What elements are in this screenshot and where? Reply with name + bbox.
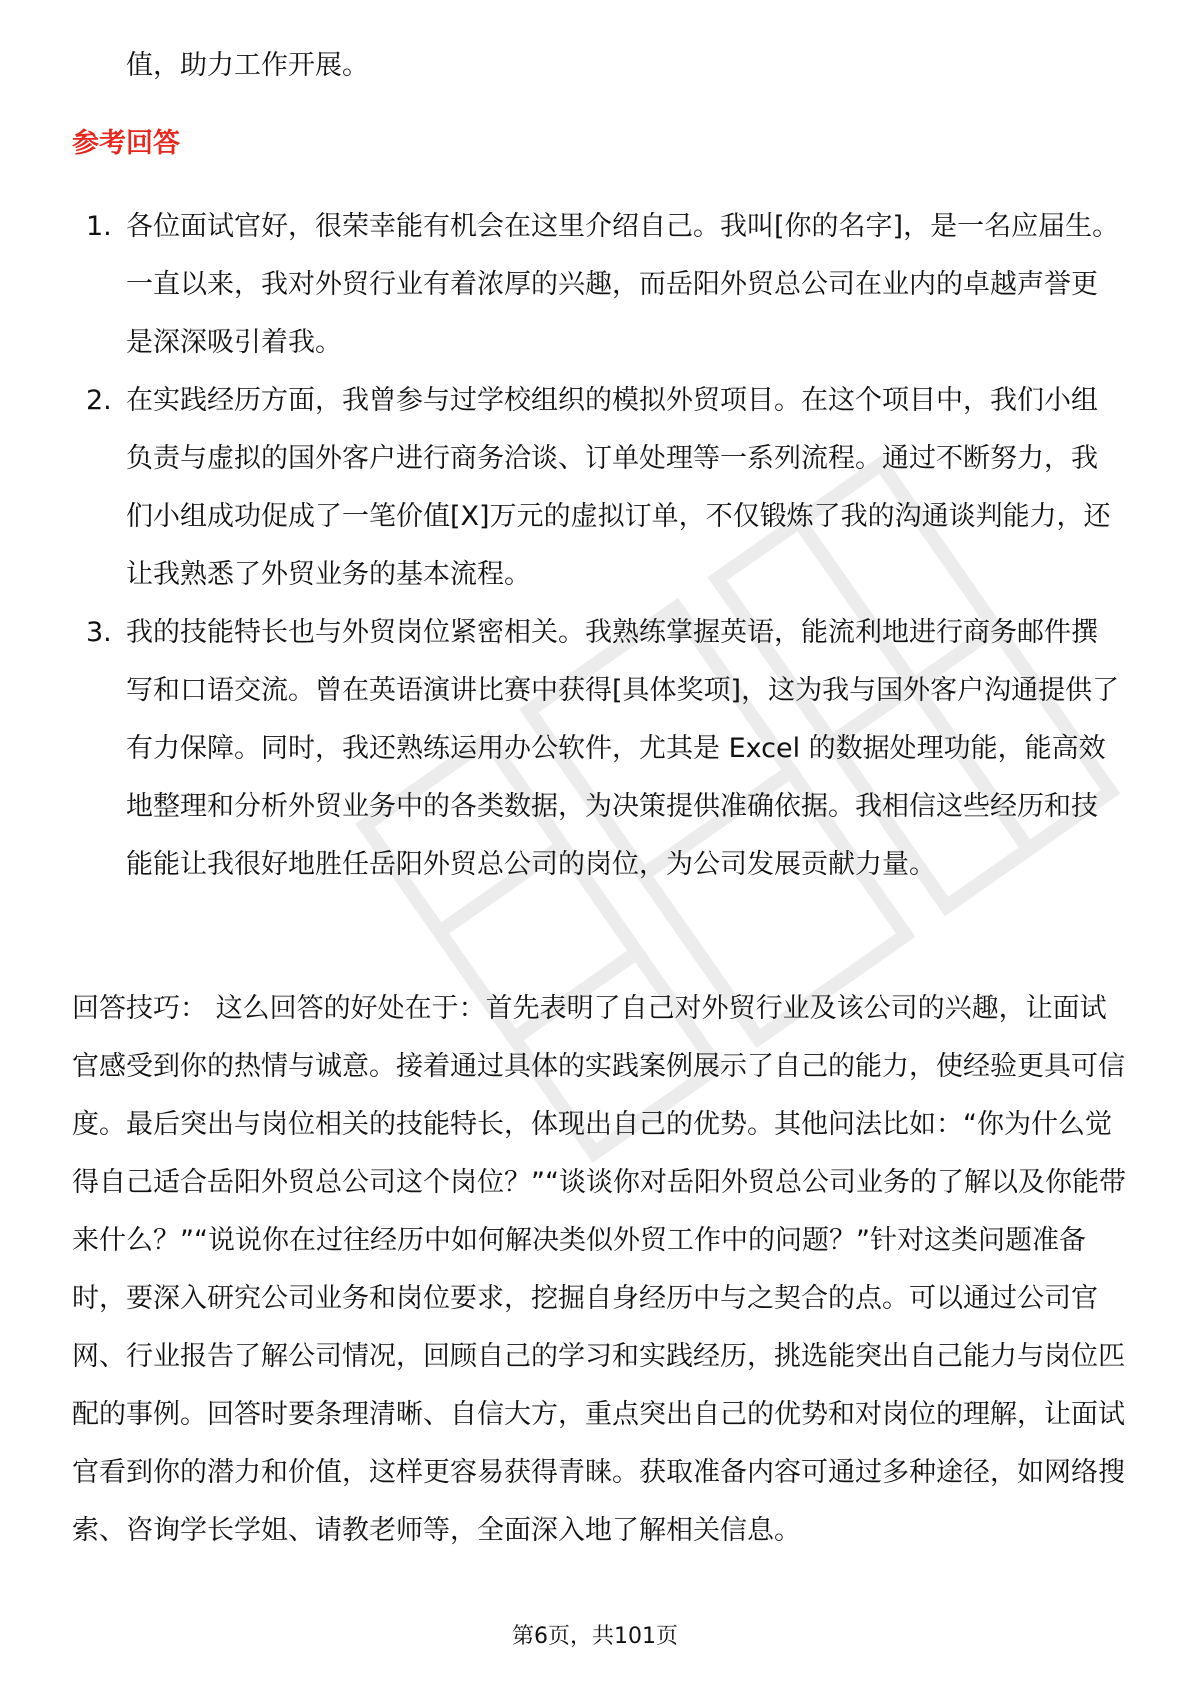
answer-text: 各位面试官好，很荣幸能有机会在这里介绍自己。我叫[你的名字]，是一名应届生。一直以来，我对外贸行业有着浓厚的兴趣，而岳阳外贸总公司在业内的卓越声誉更是深深吸引着我。 (126, 211, 1120, 358)
answer-list (72, 198, 1122, 894)
answer-item-2 (72, 372, 1122, 604)
continuation-text: 值，助力工作开展。 (126, 50, 369, 81)
answer-text: 我的技能特长也与外贸岗位紧密相关。我熟练掌握英语，能流利地进行商务邮件撰写和口语交流。曾在英语演讲比赛中获得[具体奖项]，这为我与国外客户沟通提供了有力保障。同时，我还熟练运用办公软件，尤其是 Excel 的数据处理功能，能高效地整理和分析外贸业务中的各类数据，为决策提供准确依据。我相信这些经历和技能能让我很好地胜任岳阳外贸总公司的岗位，为公司发展贡献力量。 (126, 617, 1120, 880)
page-footer: 第6页，共101页 (512, 1624, 678, 1649)
answer-item-1 (72, 198, 1122, 372)
answer-item-3 (72, 604, 1122, 894)
answer-tips-paragraph: 回答技巧： 这么回答的好处在于：首先表明了自己对外贸行业及该公司的兴趣，让面试官感受到你的热情与诚意。接着通过具体的实践案例展示了自己的能力，使经验更具可信度。最后突出与岗位相关的技能特长，体现出自己的优势。其他问法比如：“你为什么觉得自己适合岳阳外贸总公司这个岗位？”“谈谈你对岳阳外贸总公司业务的了解以及你能带来什么？”“说说你在过往经历中如何解决类似外贸工作中的问题？”针对这类问题准备时，要深入研究公司业务和岗位要求，挖掘自身经历中与之契合的点。可以通过公司官网、行业报告了解公司情况，回顾自己的学习和实践经历，挑选能突出自己能力与岗位匹配的事例。回答时要条理清晰、自信大方，重点突出自己的优势和对岗位的理解，让面试官看到你的潜力和价值，这样更容易获得青睐。获取准备内容可通过多种途径，如网络搜索、咨询学长学姐、请教老师等，全面深入地了解相关信息。 (72, 993, 1126, 1546)
answer-text: 在实践经历方面，我曾参与过学校组织的模拟外贸项目。在这个项目中，我们小组负责与虚拟的国外客户进行商务洽谈、订单处理等一系列流程。通过不断努力，我们小组成功促成了一笔价值[X]万元的虚拟订单，不仅锻炼了我的沟通谈判能力，还让我熟悉了外贸业务的基本流程。 (126, 385, 1111, 590)
answer-number: 2. (86, 385, 112, 416)
answer-number: 1. (86, 211, 112, 242)
answer-number: 3. (86, 617, 112, 648)
section-title-reference-answer: 参考回答 (72, 128, 180, 159)
